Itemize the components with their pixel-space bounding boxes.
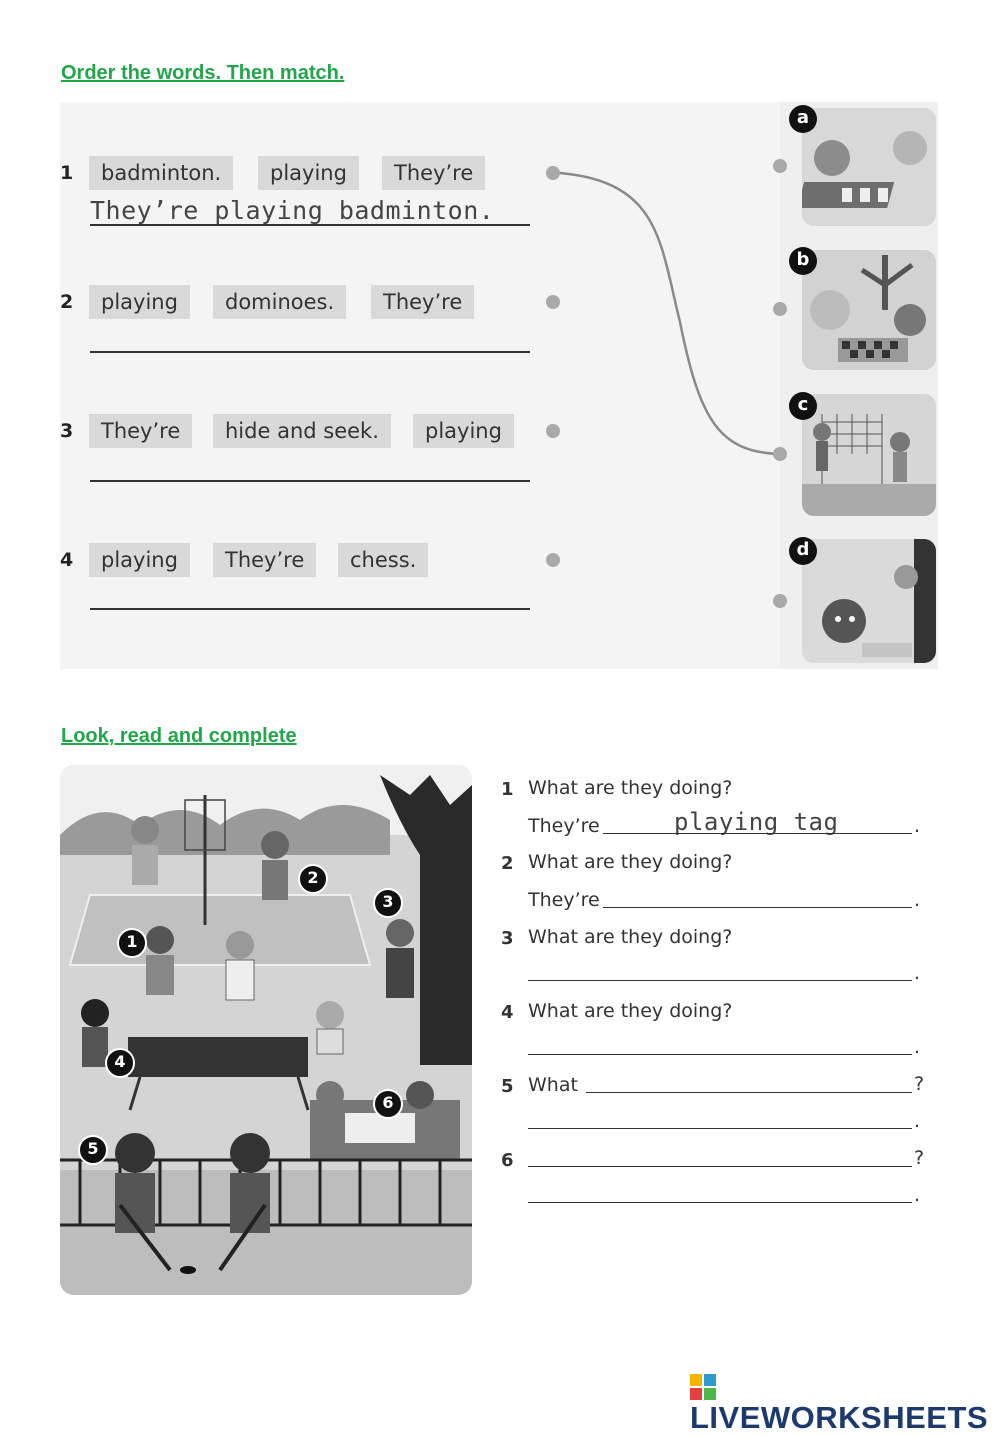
answer-line[interactable] — [528, 1128, 912, 1129]
question-text: What are they doing? — [528, 1000, 733, 1022]
dominoes-picture-icon — [802, 108, 936, 226]
question-line[interactable] — [586, 1092, 912, 1093]
question-number: 2 — [501, 853, 514, 874]
answer-prefix: They’re — [528, 889, 600, 911]
exercise2-heading: Look, read and complete — [61, 725, 297, 747]
item-number: 1 — [60, 162, 74, 184]
answer-line[interactable] — [603, 833, 912, 834]
liveworksheets-logo — [690, 1374, 1000, 1435]
answer-period: . — [914, 815, 921, 837]
answer-line[interactable] — [528, 1202, 912, 1203]
question-text: What are they doing? — [528, 851, 733, 873]
exercise1-heading: Order the words. Then match. — [61, 62, 345, 84]
word-chip[interactable]: They’re — [382, 156, 485, 190]
picture-dot[interactable] — [773, 447, 787, 461]
picture-label: c — [789, 392, 817, 420]
picture-label: b — [789, 247, 817, 275]
scene-number: 5 — [78, 1135, 108, 1165]
question-number: 3 — [501, 928, 514, 949]
item-number: 3 — [60, 420, 74, 442]
answer-text: They’re playing badminton. — [90, 196, 495, 225]
picture-label: d — [789, 537, 817, 565]
question-mark: ? — [914, 1147, 925, 1169]
picture-dot[interactable] — [773, 159, 787, 173]
question-number: 5 — [501, 1076, 514, 1097]
question-number: 4 — [501, 1002, 514, 1023]
scene-number: 2 — [298, 864, 328, 894]
scene-number: 1 — [117, 928, 147, 958]
word-chip[interactable]: They’re — [213, 543, 316, 577]
exercise1-panel — [60, 102, 938, 669]
answer-period: . — [914, 1184, 921, 1206]
chess-picture-icon — [802, 250, 936, 370]
word-chip[interactable]: chess. — [338, 543, 428, 577]
logo-text: LIVEWORKSHEETS — [690, 1400, 989, 1435]
word-chip[interactable]: hide and seek. — [213, 414, 391, 448]
answer-line[interactable] — [528, 1054, 912, 1055]
word-chip[interactable]: playing — [413, 414, 514, 448]
picture-dot[interactable] — [773, 594, 787, 608]
answer-period: . — [914, 1036, 921, 1058]
answer-period: . — [914, 1110, 921, 1132]
scene-number: 6 — [373, 1089, 403, 1119]
answer-prefix: They’re — [528, 815, 600, 837]
liveworksheets-logo-icon — [690, 1374, 716, 1400]
scene-number: 4 — [105, 1048, 135, 1078]
answer-text: playing tag — [674, 808, 839, 836]
badminton-picture-icon — [802, 394, 936, 516]
word-chip[interactable]: badminton. — [89, 156, 233, 190]
word-chip[interactable]: playing — [258, 156, 359, 190]
question-line[interactable] — [528, 1166, 912, 1167]
question-mark: ? — [914, 1073, 925, 1095]
word-chip[interactable]: playing — [89, 285, 190, 319]
question-text: What are they doing? — [528, 926, 733, 948]
picture-label: a — [789, 105, 817, 133]
answer-line[interactable] — [603, 907, 912, 908]
word-chip[interactable]: They’re — [371, 285, 474, 319]
item-number: 4 — [60, 549, 74, 571]
word-chip[interactable]: dominoes. — [213, 285, 346, 319]
scene-number: 3 — [373, 888, 403, 918]
item-number: 2 — [60, 291, 74, 313]
answer-line[interactable] — [528, 980, 912, 981]
answer-period: . — [914, 889, 921, 911]
picture-dot[interactable] — [773, 302, 787, 316]
word-chip[interactable]: playing — [89, 543, 190, 577]
question-text: What — [528, 1074, 578, 1096]
question-number: 1 — [501, 779, 514, 800]
answer-period: . — [914, 962, 921, 984]
word-chip[interactable]: They’re — [89, 414, 192, 448]
question-number: 6 — [501, 1150, 514, 1171]
hide-and-seek-picture-icon — [802, 539, 936, 663]
park-scene-picture — [60, 765, 472, 1295]
question-text: What are they doing? — [528, 777, 733, 799]
